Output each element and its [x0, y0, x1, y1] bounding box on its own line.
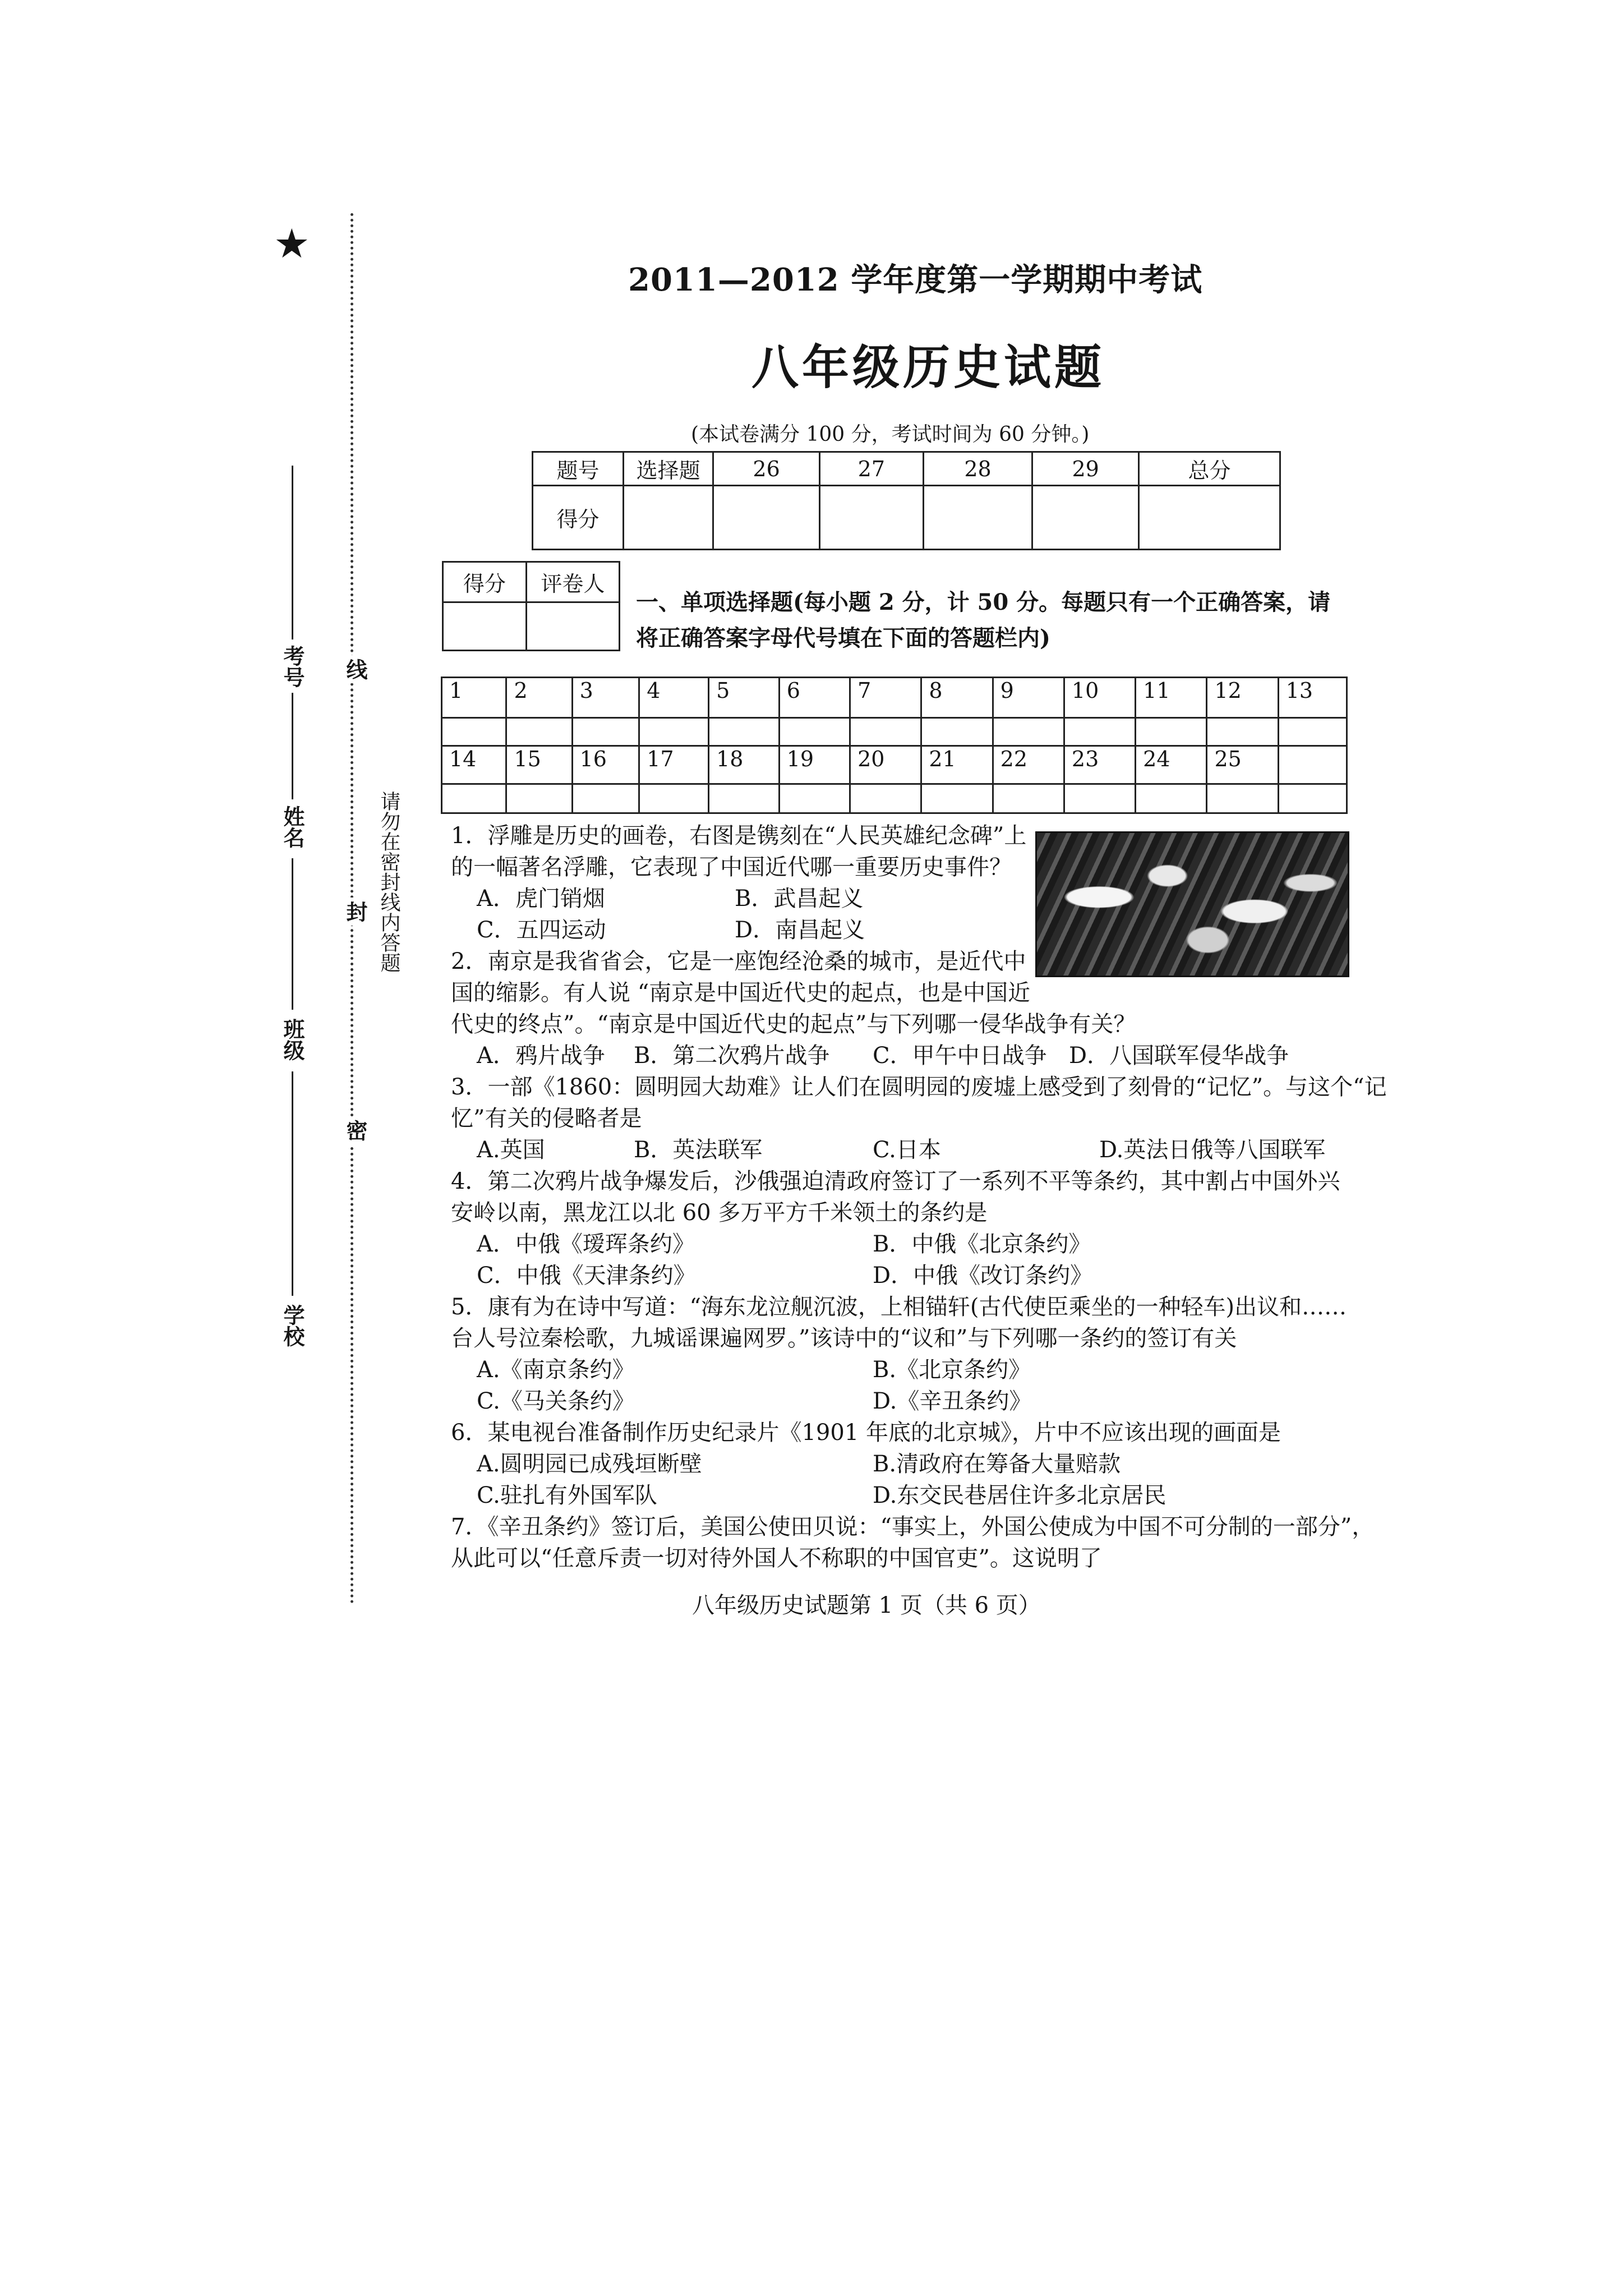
answer-number-cell: 6: [779, 678, 850, 718]
q7-stem-line1: 7．《辛丑条约》签订后，美国公使田贝说：“事实上，外国公使成为中国不可分制的一部分”，: [451, 1514, 1375, 1540]
answer-number-cell: 11: [1136, 678, 1207, 718]
answer-cell[interactable]: [1064, 718, 1135, 746]
blank-line-xingming: [292, 693, 293, 799]
answer-number-cell: 7: [850, 678, 921, 718]
answer-cell[interactable]: [506, 784, 572, 813]
answer-number-cell: 16: [572, 746, 639, 784]
answer-cell[interactable]: [572, 718, 639, 746]
q4-option-a: A．中俄《瑷珲条约》: [477, 1231, 695, 1257]
answer-cell[interactable]: [850, 784, 921, 813]
score-header-cell: 选择题: [624, 452, 713, 486]
q1-stem-line2: 的一幅著名浮雕，它表现了中国近代哪一重要历史事件？: [451, 854, 1012, 880]
subject-title: 八年级历史试题: [751, 339, 1105, 395]
q3-option-a: A.英国: [477, 1137, 545, 1163]
q2-stem-line3: 代史的终点”。“南京是中国近代史的起点”与下列哪一侵华战争有关？: [451, 1011, 1136, 1037]
answer-grid: [441, 677, 1348, 814]
answer-cell[interactable]: [442, 718, 506, 746]
q4-stem-line2: 安岭以南，黑龙江以北 60 多万平方千米领土的条约是: [451, 1200, 988, 1226]
score-cell[interactable]: [923, 486, 1032, 550]
answer-cell[interactable]: [850, 718, 921, 746]
q3-option-c: C.日本: [873, 1137, 941, 1163]
answer-cell[interactable]: [506, 718, 572, 746]
answer-cell[interactable]: [1278, 784, 1347, 813]
score-header-cell: 29: [1032, 452, 1139, 486]
label-xingming: 姓名: [280, 806, 305, 848]
q5-option-c: C.《马关条约》: [477, 1388, 635, 1414]
answer-cell[interactable]: [709, 784, 780, 813]
q3-stem-line1: 3．一部《1860：圆明园大劫难》让人们在圆明园的废墟上感受到了刻骨的“记忆”。与这个“记: [451, 1074, 1387, 1100]
q5-stem-line1: 5．康有为在诗中写道：“海东龙泣舰沉波，上相锚轩(古代使臣乘坐的一种轻车)出议和……: [451, 1294, 1347, 1320]
answer-cell[interactable]: [1136, 784, 1207, 813]
q1-stem-line1: 1．浮雕是历史的画卷，右图是镌刻在“人民英雄纪念碑”上: [451, 823, 1027, 849]
q2-option-c: C．甲午中日战争: [873, 1043, 1047, 1069]
q1-option-b: B．武昌起义: [735, 886, 864, 912]
answer-cell[interactable]: [639, 718, 709, 746]
answer-number-cell: 22: [993, 746, 1064, 784]
answer-cell[interactable]: [921, 784, 993, 813]
grader-name-label: 评卷人: [526, 562, 619, 602]
grader-score-label: 得分: [443, 562, 527, 602]
score-header-cell: 总分: [1138, 452, 1280, 486]
score-row-label: 得分: [533, 486, 624, 550]
answer-cell[interactable]: [779, 718, 850, 746]
answer-cell[interactable]: [993, 784, 1064, 813]
q5-option-d: D.《辛丑条约》: [873, 1388, 1032, 1414]
page-footer: 八年级历史试题第 1 页（共 6 页）: [692, 1593, 1041, 1618]
q7-stem-line2: 从此可以“任意斥责一切对待外国人不称职的中国官吏”。这说明了: [451, 1545, 1102, 1571]
score-header-cell: 26: [713, 452, 820, 486]
answer-cell[interactable]: [921, 718, 993, 746]
q4-option-d: D．中俄《改订条约》: [873, 1263, 1093, 1289]
q6-option-a: A.圆明园已成残垣断壁: [477, 1451, 702, 1477]
seal-notice: 请勿在密封线内答题: [377, 791, 400, 973]
exam-title: 2011—2012 学年度第一学期期中考试: [628, 261, 1203, 298]
answer-cell[interactable]: [1064, 784, 1135, 813]
answer-number-cell: [1278, 746, 1347, 784]
answer-number-cell: 17: [639, 746, 709, 784]
q5-stem-line2: 台人号泣秦桧歌，九城谣课遍网罗。”该诗中的“议和”与下列哪一条约的签订有关: [451, 1326, 1237, 1351]
answer-cell[interactable]: [442, 784, 506, 813]
answer-number-cell: 4: [639, 678, 709, 718]
answer-cell[interactable]: [993, 718, 1064, 746]
score-header-cell: 题号: [533, 452, 624, 486]
relief-sculpture-image: [1035, 831, 1349, 977]
answer-number-cell: 24: [1136, 746, 1207, 784]
q4-option-c: C．中俄《天津条约》: [477, 1263, 696, 1289]
answer-number-cell: 14: [442, 746, 506, 784]
score-cell[interactable]: [819, 486, 923, 550]
seal-label-xian: 线: [340, 655, 371, 683]
answer-cell[interactable]: [709, 718, 780, 746]
answer-cell[interactable]: [639, 784, 709, 813]
answer-cell[interactable]: [1207, 784, 1278, 813]
q6-stem-line1: 6．某电视台准备制作历史纪录片《1901 年底的北京城》，片中不应该出现的画面是: [451, 1420, 1281, 1446]
answer-number-cell: 10: [1064, 678, 1135, 718]
q4-stem-line1: 4．第二次鸦片战争爆发后，沙俄强迫清政府签订了一系列不平等条约，其中割占中国外兴: [451, 1168, 1340, 1194]
answer-cell[interactable]: [779, 784, 850, 813]
answer-number-cell: 19: [779, 746, 850, 784]
q3-option-b: B．英法联军: [634, 1137, 763, 1163]
score-header-cell: 28: [923, 452, 1032, 486]
answer-number-cell: 25: [1207, 746, 1278, 784]
blank-line-xuexiao: [292, 1071, 293, 1296]
answer-number-cell: 12: [1207, 678, 1278, 718]
answer-number-cell: 2: [506, 678, 572, 718]
seal-label-feng: 封: [340, 898, 371, 926]
answer-number-cell: 8: [921, 678, 993, 718]
q1-option-d: D．南昌起义: [735, 917, 865, 943]
score-cell[interactable]: [1032, 486, 1139, 550]
answer-number-cell: 20: [850, 746, 921, 784]
q5-option-a: A.《南京条约》: [477, 1357, 635, 1383]
answer-number-cell: 3: [572, 678, 639, 718]
answer-cell[interactable]: [1136, 718, 1207, 746]
answer-number-cell: 15: [506, 746, 572, 784]
answer-number-cell: 18: [709, 746, 780, 784]
grader-name-cell[interactable]: [526, 602, 619, 651]
grader-table: [442, 561, 620, 651]
q1-option-a: A．虎门销烟: [477, 886, 605, 912]
q5-option-b: B.《北京条约》: [873, 1357, 1031, 1383]
score-table: [532, 451, 1281, 550]
score-cell[interactable]: [1138, 486, 1280, 550]
label-banji: 班级: [280, 1018, 305, 1061]
label-kaohao: 考号: [280, 645, 305, 688]
grader-score-cell[interactable]: [443, 602, 527, 651]
score-header-cell: 27: [819, 452, 923, 486]
answer-number-cell: 21: [921, 746, 993, 784]
answer-number-cell: 23: [1064, 746, 1135, 784]
q1-option-c: C．五四运动: [477, 917, 606, 943]
q2-option-b: B．第二次鸦片战争: [634, 1043, 830, 1069]
exam-note: (本试卷满分 100 分，考试时间为 60 分钟。): [691, 423, 1090, 446]
label-xuexiao: 学校: [280, 1304, 305, 1347]
answer-number-cell: 9: [993, 678, 1064, 718]
q2-option-a: A．鸦片战争: [477, 1043, 605, 1069]
q4-option-b: B．中俄《北京条约》: [873, 1231, 1091, 1257]
answer-cell[interactable]: [572, 784, 639, 813]
q6-option-c: C.驻扎有外国军队: [477, 1483, 657, 1508]
blank-line-kaohao: [292, 466, 293, 639]
q6-option-d: D.东交民巷居住许多北京居民: [873, 1483, 1166, 1508]
answer-number-cell: 13: [1278, 678, 1347, 718]
q2-option-d: D．八国联军侵华战争: [1069, 1043, 1289, 1069]
score-cell[interactable]: [713, 486, 820, 550]
blank-line-banji: [292, 858, 293, 1010]
answer-number-cell: 5: [709, 678, 780, 718]
answer-cell[interactable]: [1207, 718, 1278, 746]
section1-heading: 一、单项选择题(每小题 2 分，计 50 分。每题只有一个正确答案，请将正确答案字母代号填在下面的答题栏内): [636, 589, 1331, 651]
q2-stem-line1: 2．南京是我省省会，它是一座饱经沧桑的城市，是近代中: [451, 949, 1026, 974]
q6-option-b: B.清政府在筹备大量赔款: [873, 1451, 1121, 1477]
answer-number-cell: 1: [442, 678, 506, 718]
answer-cell[interactable]: [1278, 718, 1347, 746]
score-cell[interactable]: [624, 486, 713, 550]
q2-stem-line2: 国的缩影。有人说 “南京是中国近代史的起点，也是中国近: [451, 980, 1031, 1006]
seal-label-mi: 密: [340, 1116, 371, 1144]
star-mark: ★: [274, 220, 310, 267]
q3-stem-line2: 忆”有关的侵略者是: [451, 1106, 642, 1131]
q3-option-d: D.英法日俄等八国联军: [1099, 1137, 1326, 1163]
